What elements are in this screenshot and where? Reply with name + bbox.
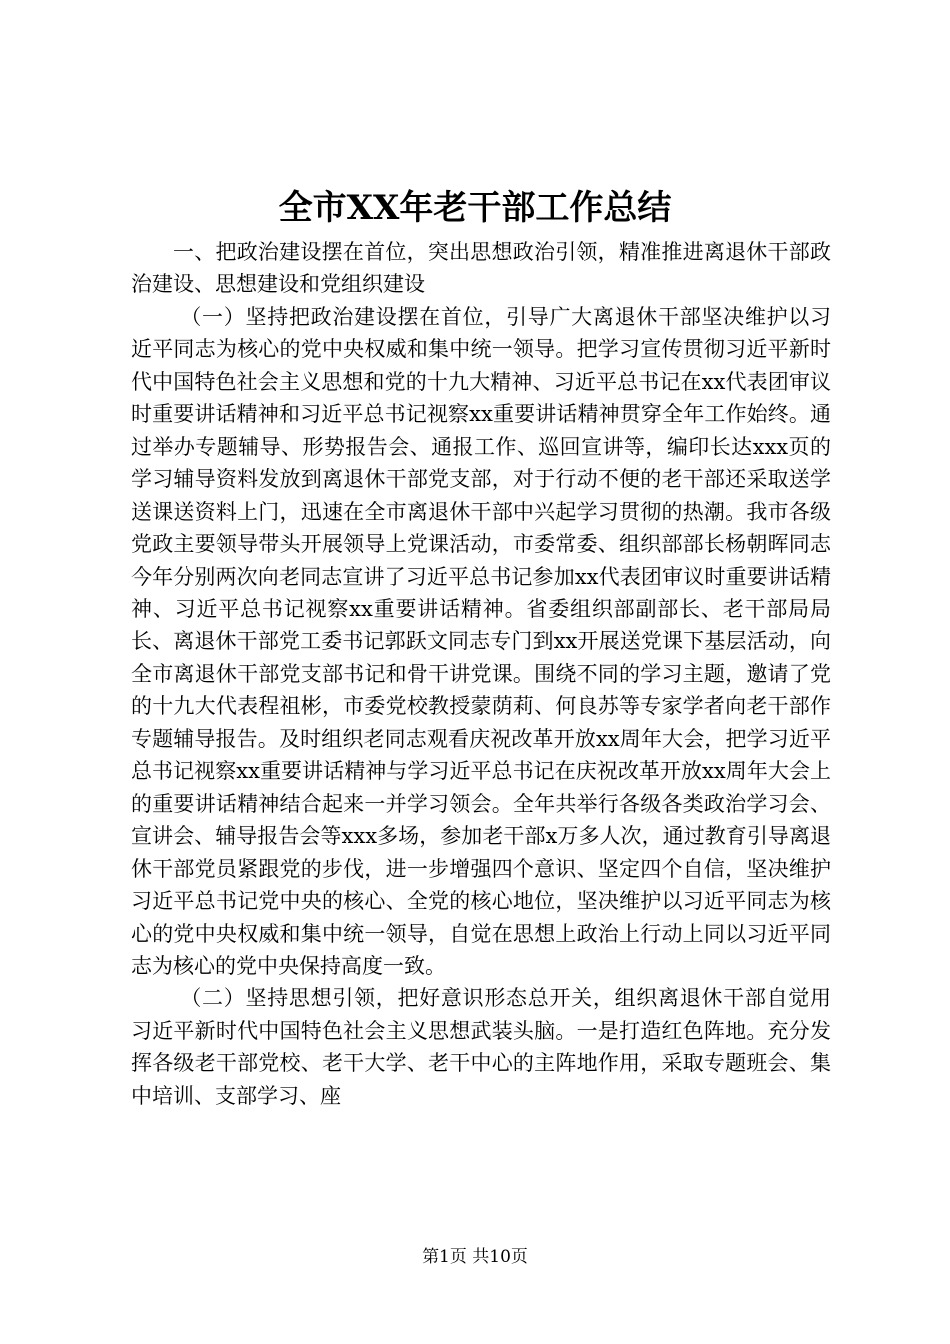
body-paragraph-1: （一）坚持把政治建设摆在首位，引导广大离退休干部坚决维护以习近平同志为核心的党中央权威和集中统一领导。把学习宣传贯彻习近平新时代中国特色社会主义思想和党的十九大精神、习近平总书记在xx代表团审议时重要讲话精神和习近平总书记视察xx重要讲话精神贯穿全年工作始终。通过举办专题辅导、形势报告会、通报工作、巡回宣讲等，编印长达xxx页的学习辅导资料发放到离退休干部党支部，对于行动不便的老干部还采取送学送课送资料上门，迅速在全市离退休干部中兴起学习贯彻的热潮。我市各级党政主要领导带头开展领导上党课活动，市委常委、组织部部长杨朝晖同志今年分别两次向老同志宣讲了习近平总书记参加xx代表团审议时重要讲话精神、习近平总书记视察xx重要讲话精神。省委组织部副部长、老干部局局长、离退休干部党工委书记郭跃文同志专门到xx开展送党课下基层活动，向全市离退休干部党支部书记和骨干讲党课。围绕不同的学习主题，邀请了党的十九大代表程祖彬，市委党校教授蒙荫莉、何良苏等专家学者向老干部作专题辅导报告。及时组织老同志观看庆祝改革开放xx周年大会，把学习近平总书记视察xx重要讲话精神与学习近平总书记在庆祝改革开放xx周年大会上的重要讲话精神结合起来一并学习领会。全年共举行各级各类政治学习会、宣讲会、辅导报告会等xxx多场，参加老干部x万多人次，通过教育引导离退休干部党员紧跟党的步伐，进一步增强四个意识、坚定四个自信，坚决维护习近平总书记党中央的核心、全党的核心地位，坚决维护以习近平同志为核心的党中央权威和集中统一领导，自觉在思想上政治上行动上同以习近平同志为核心的党中央保持高度一致。 [131, 304, 831, 978]
document-title: 全市XX年老干部工作总结 [278, 188, 672, 228]
body-paragraph-2: （二）坚持思想引领，把好意识形态总开关，组织离退休干部自觉用习近平新时代中国特色社会主义思想武装头脑。一是打造红色阵地。充分发挥各级老干部党校、老干大学、老干中心的主阵地作用，采取专题班会、集中培训、支部学习、座 [131, 986, 831, 1108]
page-footer: 第1页 共10页 [422, 1247, 528, 1267]
document-body [131, 236, 831, 1112]
section-heading-paragraph: 一、把政治建设摆在首位，突出思想政治引领，精准推进离退休干部政治建设、思想建设和党组织建设 [131, 240, 831, 297]
